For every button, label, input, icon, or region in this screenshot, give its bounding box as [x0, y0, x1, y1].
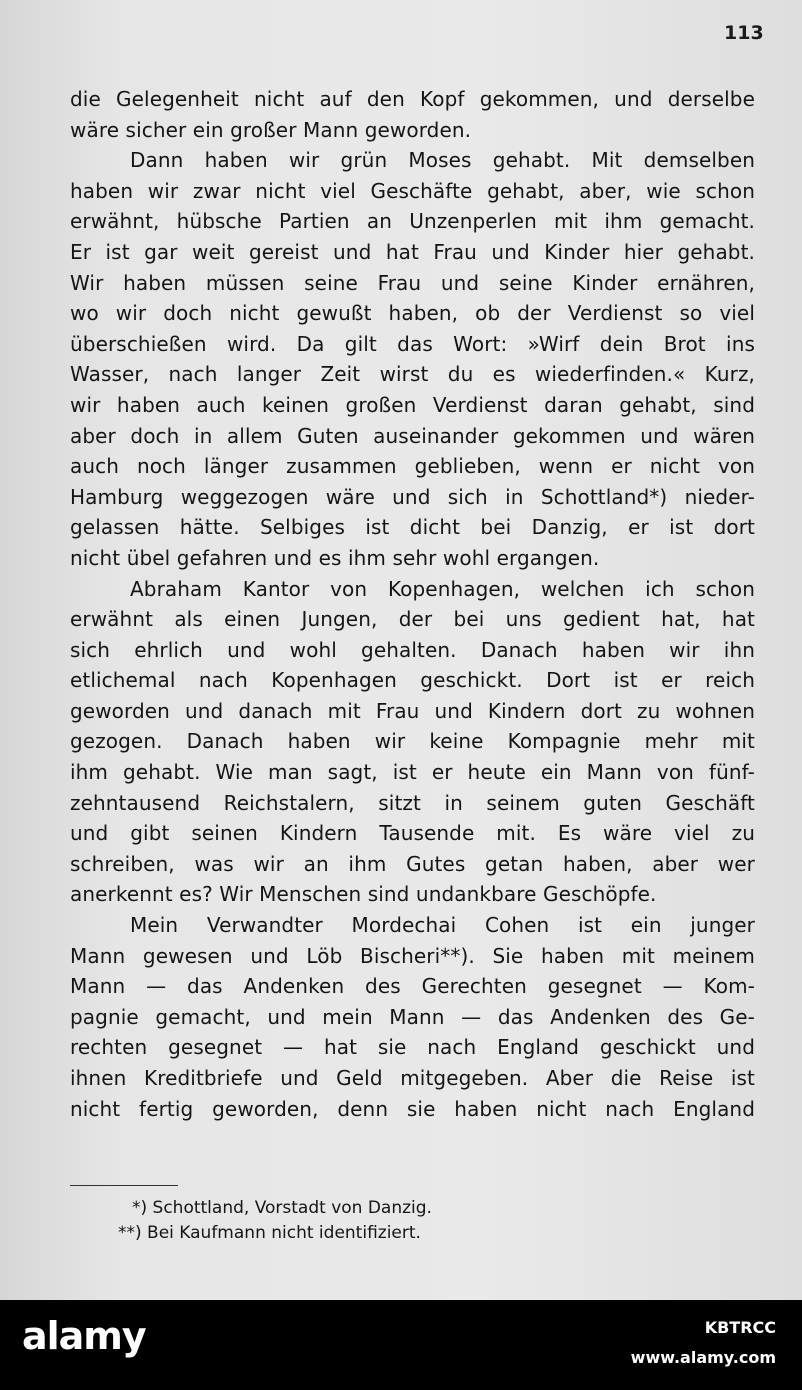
- footnote: **) Bei Kaufmann nicht identifiziert.: [118, 1223, 421, 1243]
- text-line: auch noch länger zusammen geblieben, wenn er nicht von: [70, 454, 755, 479]
- text-line: Abraham Kantor von Kopenhagen, welchen ich schon: [130, 576, 755, 601]
- text-line: Mein Verwandter Mordechai Cohen ist ein junger: [130, 913, 755, 938]
- text-line: etlichemal nach Kopenhagen geschickt. Dort ist er reich: [70, 668, 755, 693]
- footnotes: [118, 1196, 718, 1246]
- text-line: geworden und danach mit Frau und Kindern dort zu wohnen: [70, 698, 755, 723]
- text-line: Mann gewesen und Löb Bischeri**). Sie haben mit meinem: [70, 943, 755, 968]
- text-line: pagnie gemacht, und mein Mann — das Andenken des Ge-: [70, 1004, 755, 1029]
- text-line: erwähnt, hübsche Partien an Unzenperlen mit ihm gemacht.: [70, 209, 755, 234]
- text-line: erwähnt als einen Jungen, der bei uns gedient hat, hat: [70, 607, 755, 632]
- text-line: nicht fertig geworden, denn sie haben nicht nach England: [70, 1096, 755, 1121]
- text-line: Mann — das Andenken des Gerechten gesegnet — Kom-: [70, 974, 755, 999]
- text-line: haben wir zwar nicht viel Geschäfte gehabt, aber, wie schon: [70, 178, 755, 203]
- text-line: ihm gehabt. Wie man sagt, ist er heute ein Mann von fünf-: [70, 760, 755, 785]
- text-line: rechten gesegnet — hat sie nach England geschickt und: [70, 1035, 755, 1060]
- text-line: gelassen hätte. Selbiges ist dicht bei Danzig, er ist dort: [70, 515, 755, 540]
- text-line: Dann haben wir grün Moses gehabt. Mit demselben: [130, 148, 755, 173]
- text-line: wäre sicher ein großer Mann geworden.: [70, 117, 472, 142]
- text-line: anerkennt es? Wir Menschen sind undankbare Geschöpfe.: [70, 882, 657, 907]
- text-line: nicht übel gefahren und es ihm sehr wohl ergangen.: [70, 545, 600, 570]
- stock-image-id: KBTRCC: [704, 1318, 776, 1337]
- text-line: Er ist gar weit gereist und hat Frau und Kinder hier gehabt.: [70, 239, 755, 264]
- text-line: aber doch in allem Guten auseinander gekommen und wären: [70, 423, 755, 448]
- text-line: gezogen. Danach haben wir keine Kompagnie mehr mit: [70, 729, 755, 754]
- text-line: Wasser, nach langer Zeit wirst du es wiederfinden.« Kurz,: [70, 362, 755, 387]
- text-line: überschießen wird. Da gilt das Wort: »Wirf dein Brot ins: [70, 331, 755, 356]
- text-line: Hamburg weggezogen wäre und sich in Schottland*) nieder-: [70, 484, 755, 509]
- footnote: *) Schottland, Vorstadt von Danzig.: [132, 1198, 432, 1218]
- text-line: die Gelegenheit nicht auf den Kopf gekommen, und derselbe: [70, 87, 755, 111]
- stock-photo-bar: [0, 1300, 802, 1390]
- stock-url: www.alamy.com: [630, 1348, 776, 1367]
- text-line: ihnen Kreditbriefe und Geld mitgegeben. Aber die Reise ist: [70, 1066, 755, 1090]
- text-line: sich ehrlich und wohl gehalten. Danach haben wir ihn: [70, 637, 755, 662]
- body-text: [70, 84, 755, 1124]
- text-line: schreiben, was wir an ihm Gutes getan haben, aber wer: [70, 851, 755, 876]
- text-line: und gibt seinen Kindern Tausende mit. Es wäre viel zu: [70, 821, 755, 846]
- text-line: zehntausend Reichstalern, sitzt in seinem guten Geschäft: [70, 790, 755, 815]
- page-number: 113: [724, 22, 764, 44]
- stock-logo: alamy: [22, 1314, 146, 1358]
- text-line: Wir haben müssen seine Frau und seine Kinder ernähren,: [70, 270, 755, 295]
- text-line: wo wir doch nicht gewußt haben, ob der Verdienst so viel: [70, 301, 755, 326]
- text-line: wir haben auch keinen großen Verdienst daran gehabt, sind: [70, 392, 755, 417]
- footnote-divider: [70, 1185, 178, 1186]
